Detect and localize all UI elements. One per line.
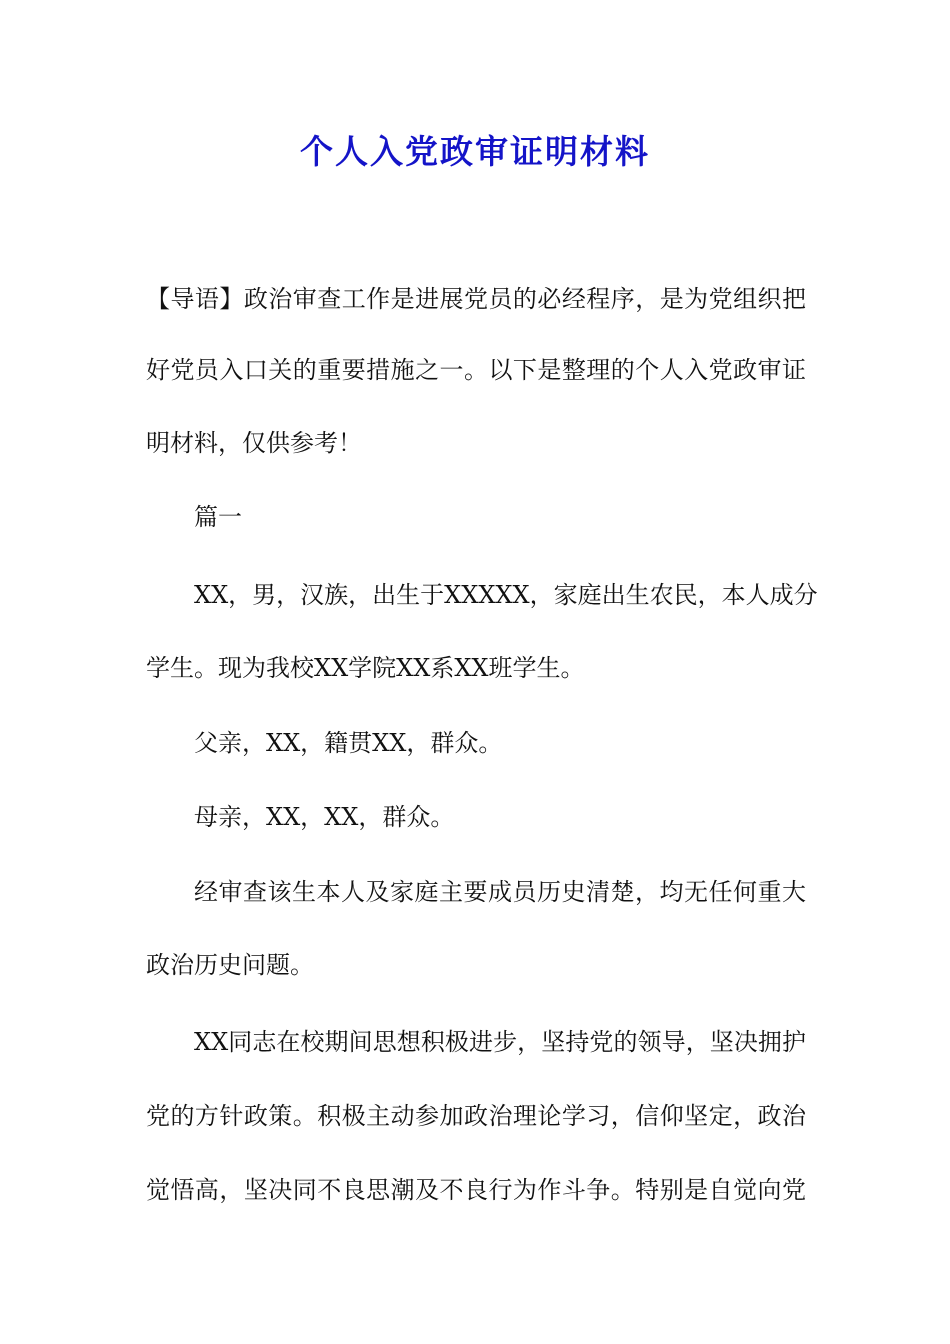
paragraph-line: 好党员入口关的重要措施之一。以下是整理的个人入党政审证 — [146, 356, 806, 384]
paragraph-line: XX，男，汉族，出生于XXXXX，家庭出生农民，本人成分 — [194, 581, 818, 609]
paragraph-line: 明材料，仅供参考！ — [146, 429, 362, 457]
paragraph-line: 政治历史问题。 — [146, 951, 314, 979]
section-heading: 篇一 — [194, 503, 242, 531]
paragraph-line: XX同志在校期间思想积极进步，坚持党的领导，坚决拥护 — [194, 1028, 806, 1056]
paragraph-line: 父亲，XX，籍贯XX，群众。 — [194, 729, 503, 757]
paragraph-line: 党的方针政策。积极主动参加政治理论学习，信仰坚定，政治 — [146, 1102, 806, 1130]
paragraph-line: 觉悟高，坚决同不良思潮及不良行为作斗争。特别是自觉向党 — [146, 1176, 806, 1204]
document-title: 个人入党政审证明材料 — [300, 132, 650, 171]
paragraph-line: 学生。现为我校XX学院XX系XX班学生。 — [146, 654, 585, 682]
paragraph-line: 经审查该生本人及家庭主要成员历史清楚，均无任何重大 — [194, 878, 806, 906]
paragraph-line: 母亲，XX，XX，群众。 — [194, 803, 455, 831]
paragraph-line: 【导语】政治审查工作是进展党员的必经程序，是为党组织把 — [146, 285, 806, 313]
